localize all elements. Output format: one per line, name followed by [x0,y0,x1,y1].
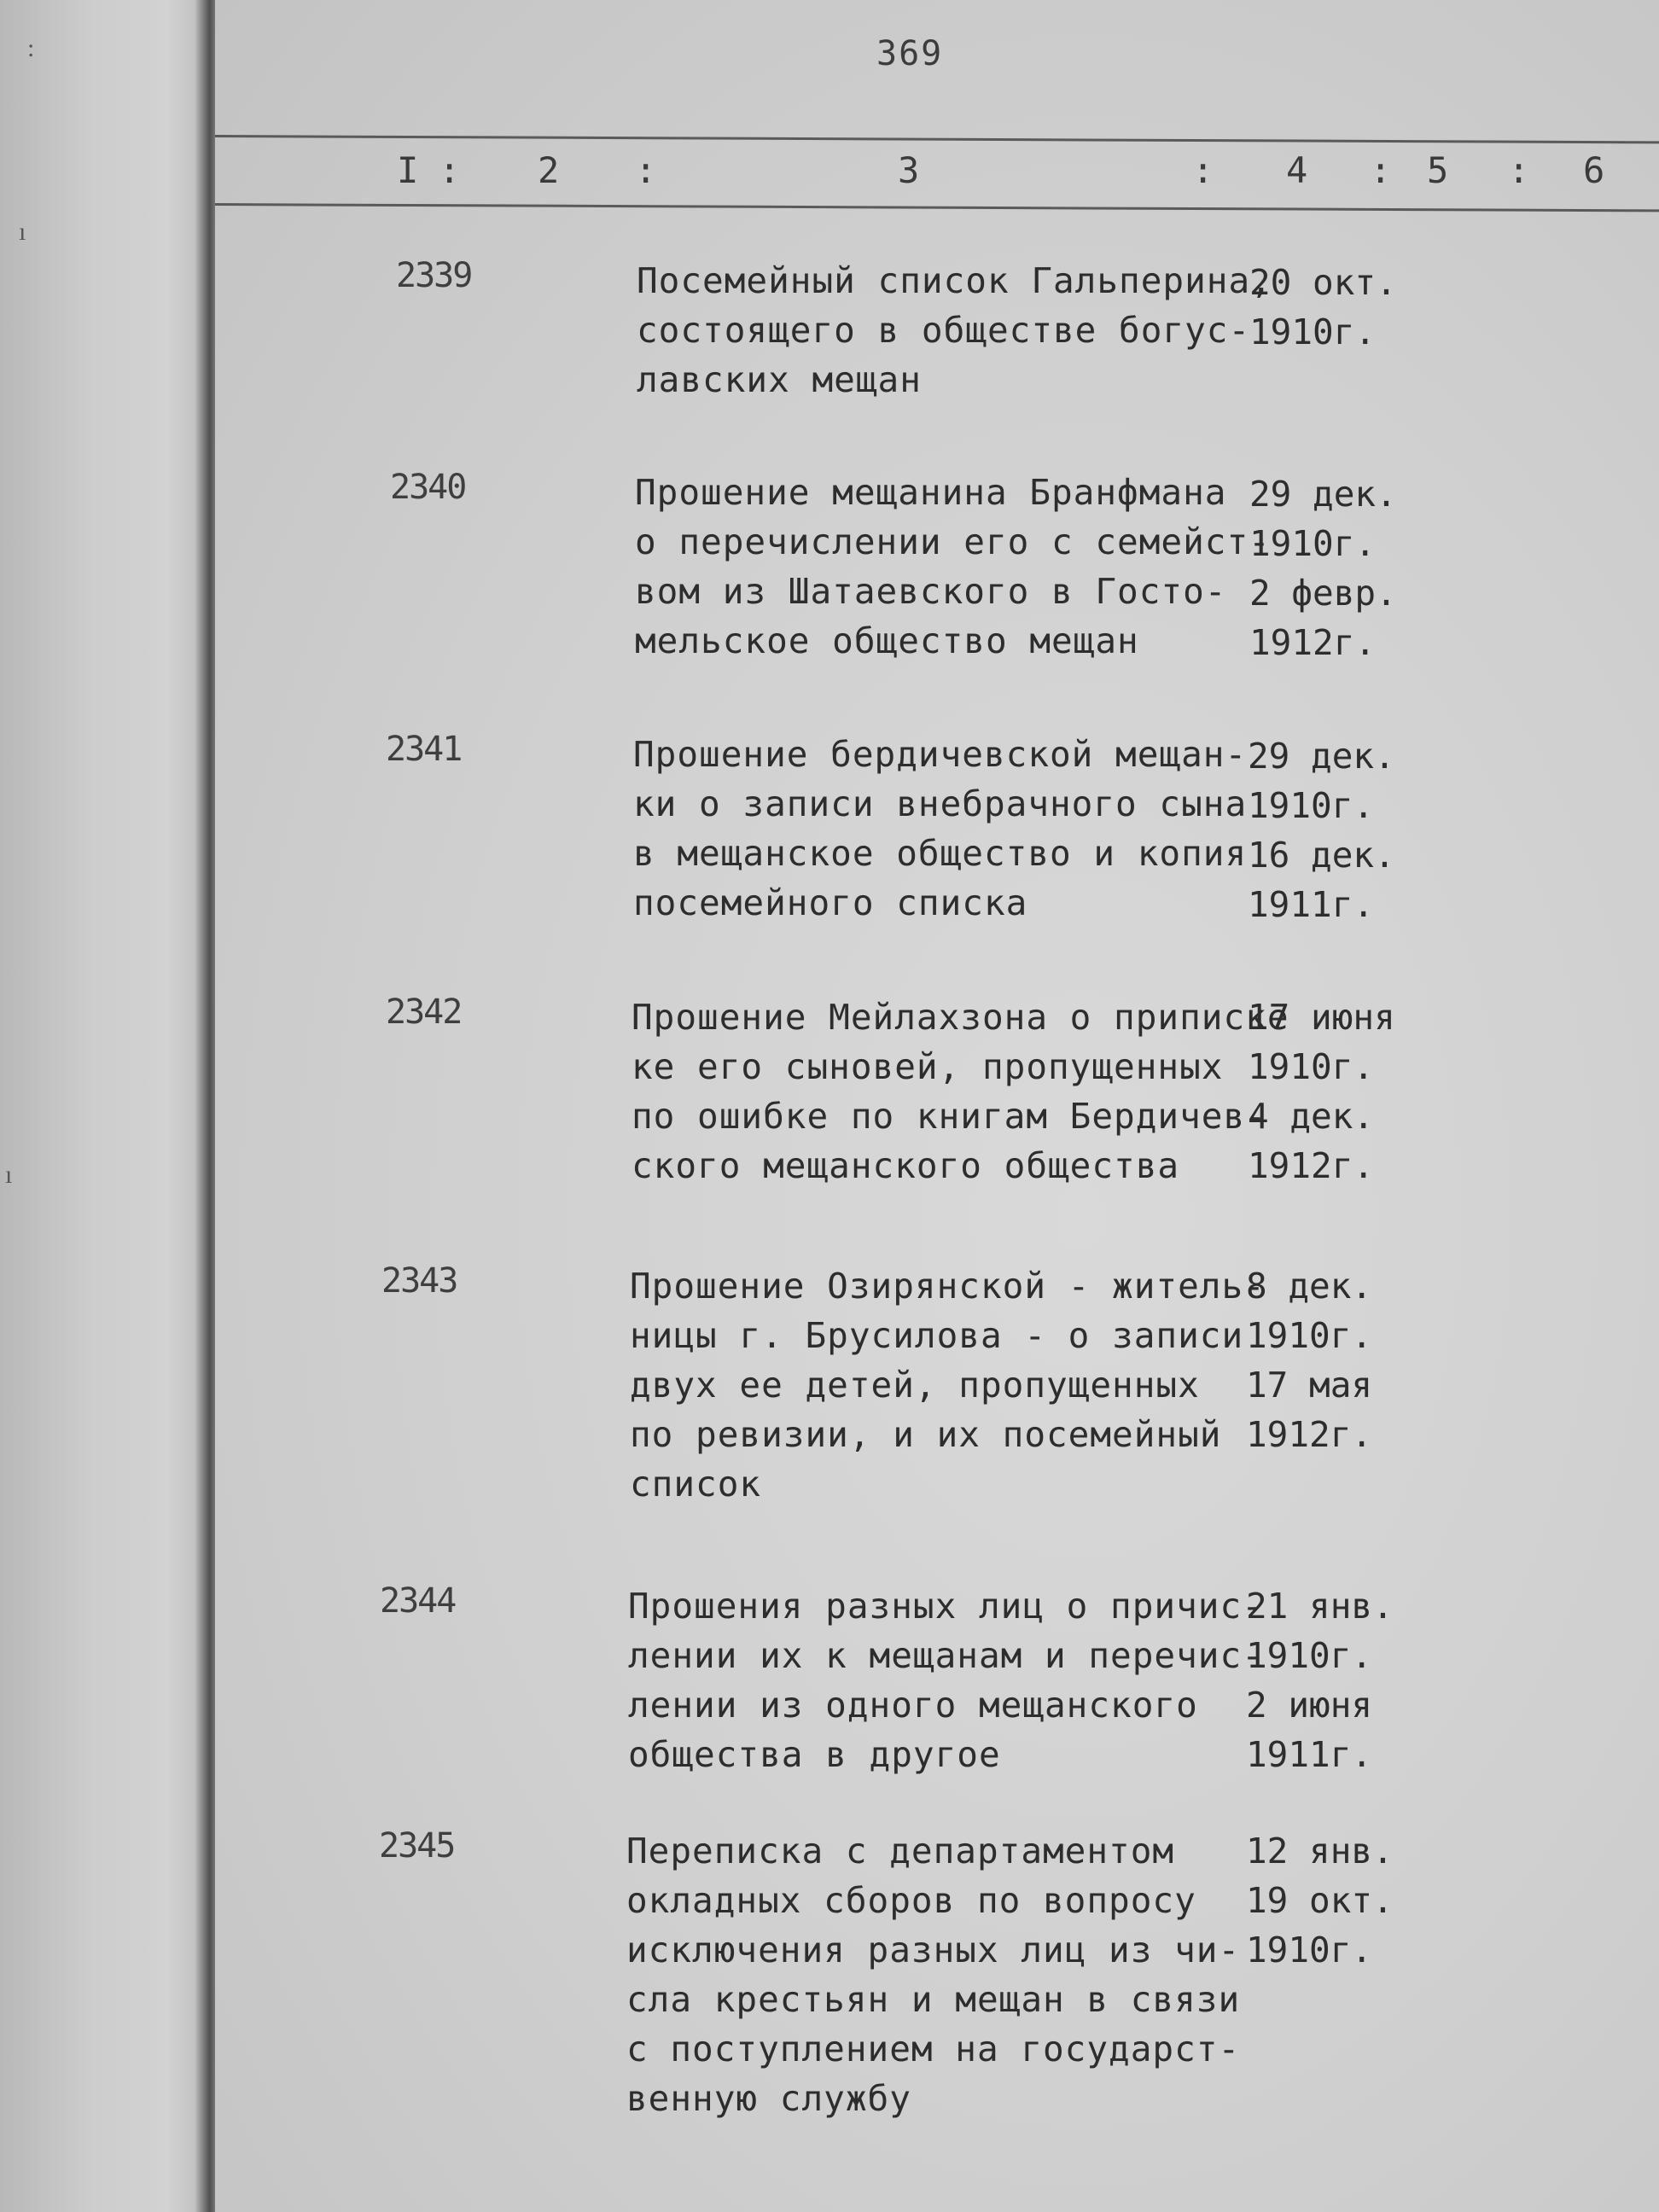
date-line: 21 янв. [1246,1586,1394,1627]
entry-description [628,1581,1264,1779]
date-line: 2 февр. [1249,573,1397,614]
description-line: Прошение мещанина Бранфмана [635,472,1227,513]
description-line: ского мещанского общества [632,1145,1180,1186]
entry-number: 2339 [396,256,472,295]
entry-dates [1249,469,1403,667]
entry-description [637,256,1272,405]
date-line: 12 янв. [1246,1831,1394,1871]
description-line: ницы г. Брусилова - о записи [630,1315,1244,1356]
date-line: 1911г. [1246,1734,1373,1775]
entry-description [635,468,1271,666]
date-line: 8 дек. [1246,1266,1373,1307]
entry-description [626,1826,1241,2123]
column-separator: : [635,149,657,191]
column-header: I [397,149,419,191]
description-line: Переписка с департаментом [626,1831,1175,1871]
description-line: по ошибке по книгам Бердичев- [632,1096,1267,1137]
description-line: исключения разных лиц из чи- [626,1930,1241,1970]
date-line: 1910г. [1248,1046,1375,1087]
entry-description [633,730,1248,928]
date-line: 29 дек. [1248,736,1395,777]
description-line: венную службу [626,2078,911,2119]
description-line: Прошение бердичевской мещан- [633,734,1248,775]
description-line: сла крестьян и мещан в связи [626,1979,1241,2020]
date-line: 1910г. [1248,785,1375,826]
date-line: 19 окт. [1246,1880,1394,1921]
entry-dates [1246,1261,1400,1459]
description-line: о перечислении его с семейст- [635,521,1271,562]
page-number: 369 [876,34,944,73]
date-line: 17 июня [1248,997,1395,1038]
header-rule-bottom [215,203,1659,212]
entry-dates [1246,1581,1400,1779]
description-line: лении из одного мещанского [628,1685,1198,1726]
date-line: 2 июня [1246,1685,1373,1726]
column-separator: : [439,149,461,191]
entry-dates [1249,258,1403,357]
entry-description [632,992,1289,1190]
description-line: в мещанское общество и копия [633,833,1248,874]
entry-number: 2344 [380,1581,456,1621]
description-line: Прошение Озирянской - житель- [630,1266,1266,1307]
column-header: 2 [538,149,560,191]
archive-page [215,0,1659,2212]
date-line: 1912г. [1248,1145,1375,1186]
entry-number: 2341 [386,730,462,769]
description-line: с поступлением на государст- [626,2029,1241,2069]
description-line: окладных сборов по вопросу [626,1880,1196,1921]
description-line: Посемейный список Гальперина, [637,260,1272,301]
entry-dates [1246,1826,1400,1975]
description-line: двух ее детей, пропущенных [630,1365,1200,1406]
margin-mark: ı [5,1161,13,1189]
header-rule-top [215,135,1659,143]
entry-number: 2345 [379,1826,455,1866]
date-line: 1910г. [1246,1930,1373,1970]
date-line: 1910г. [1246,1635,1373,1676]
description-line: мельское общество мещан [635,620,1139,661]
description-line: ки о записи внебрачного сына [633,783,1248,824]
description-line: посемейного списка [633,882,1028,923]
date-line: 20 окт. [1249,262,1397,303]
left-page-edge [0,0,209,2212]
date-line: 1912г. [1246,1414,1373,1455]
margin-mark: ı [19,218,26,246]
date-line: 1910г. [1249,311,1377,352]
description-line: Прошения разных лиц о причис- [628,1586,1264,1627]
column-separator: : [1508,149,1530,191]
margin-mark: : [27,34,35,62]
column-header: 3 [898,149,920,191]
date-line: 1910г. [1246,1315,1373,1356]
date-line: 17 мая [1246,1365,1373,1406]
description-line: лении их к мещанам и перечис- [628,1635,1264,1676]
entry-number: 2342 [386,992,462,1032]
column-header: 4 [1286,149,1308,191]
description-line: ке его сыновей, пропущенных [632,1046,1224,1087]
date-line: 1912г. [1249,622,1377,663]
description-line: Прошение Мейлахзона о приписке [632,997,1289,1038]
column-separator: : [1192,149,1214,191]
column-header: 5 [1427,149,1449,191]
column-separator: : [1370,149,1392,191]
description-line: список [630,1464,762,1505]
entry-dates [1248,992,1401,1190]
description-line: состоящего в обществе богус- [637,310,1251,351]
entry-description [630,1261,1266,1509]
column-header: 6 [1583,149,1605,191]
date-line: 1910г. [1249,523,1377,564]
date-line: 1911г. [1248,884,1375,925]
entry-number: 2340 [390,468,466,507]
entry-number: 2343 [381,1261,457,1301]
description-line: вом из Шатаевского в Госто- [635,571,1227,612]
date-line: 4 дек. [1248,1096,1375,1137]
entry-dates [1248,731,1401,929]
description-line: общества в другое [628,1734,1001,1775]
description-line: лавских мещан [637,359,922,400]
date-line: 16 дек. [1248,835,1395,876]
date-line: 29 дек. [1249,474,1397,515]
description-line: по ревизии, и их посемейный [630,1414,1222,1455]
